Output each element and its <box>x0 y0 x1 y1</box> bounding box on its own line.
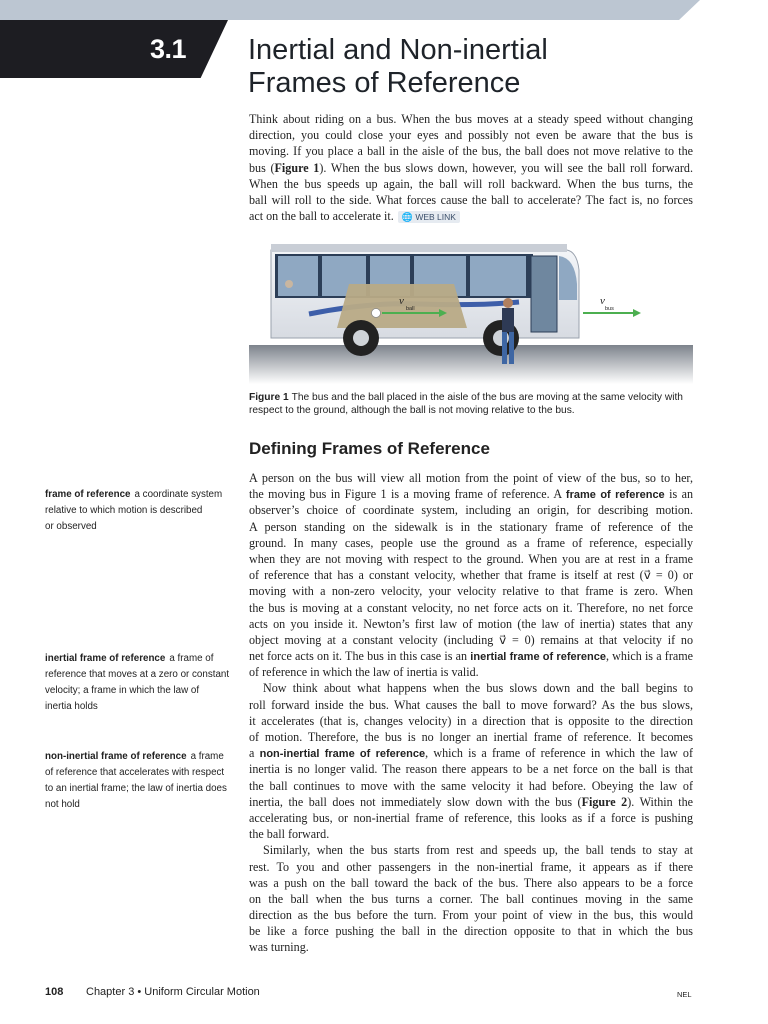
web-link-button[interactable]: 🌐 WEB LINK <box>398 211 460 223</box>
rear-passenger <box>285 280 293 288</box>
figure-caption <box>249 391 693 417</box>
text-line: net force acts on it. The bus in this case is an inertial frame of reference, which is a frame <box>249 649 693 664</box>
bus-window <box>278 256 318 296</box>
figure-reference[interactable]: Figure 1 <box>274 160 320 175</box>
section-title-line: Frames of Reference <box>248 67 521 99</box>
section-number: 3.1 <box>150 34 187 64</box>
text-line: moving. If you place a ball in the aisle of the bus, the ball does not move relative to the <box>249 144 693 159</box>
text-line: was a push on the ball toward the back of the bus. There also appears to be a force <box>249 875 693 890</box>
text-line: Similarly, when the bus starts from rest and speeds up, the ball tends to stay at <box>263 843 693 858</box>
text-line: Now think about what happens when the bus slows down and the ball begins to <box>263 681 693 696</box>
body-text <box>249 470 693 956</box>
bus-arrow-head <box>633 309 641 317</box>
text-line: accelerating bus, or non-inertial frame of reference, this looks as if a force is pushing <box>249 810 693 825</box>
text-line: Think about riding on a bus. When the bus moves at a steady speed without changing <box>249 112 693 126</box>
glossary-term: frame of reference <box>45 489 131 500</box>
text-line: direction, you could close your eyes and possibly not even be aware that the bus is <box>249 128 693 143</box>
text-line: observer’s choice of coordinate system, including an origin, for describing motion. <box>249 503 693 518</box>
ball-velocity-label: v <box>399 295 404 307</box>
section-title <box>248 34 728 100</box>
globe-icon: 🌐 <box>401 212 413 223</box>
glossary-term: non-inertial frame of reference <box>45 751 187 762</box>
text-line: of reference that has a constant velocity, whether that frame is itself at rest (v⃗ = 0) or <box>249 568 693 583</box>
passenger-leg <box>502 332 507 364</box>
text-line: inertia, the ball does not immediately slow down with the bus (Figure 2). Within the <box>249 794 693 809</box>
text-line: bus (Figure 1). When the bus slows down, however, you will see the ball roll forward. <box>249 160 693 175</box>
text-line: A person standing on the sidewalk is in the stationary frame of reference of the <box>249 519 693 534</box>
text-line: roll forward inside the bus. What causes the ball to move forward? As the bus slows, <box>249 697 693 712</box>
text-line: rest. To you and other passengers in the non-inertial frame, it appears as if there <box>249 859 693 874</box>
text-line: ground. In many cases, people use the ground as a frame of reference, especially <box>249 535 693 550</box>
road <box>249 345 693 384</box>
caption-text: The bus and the ball placed in the aisle of the bus are moving at the same velocity with <box>291 392 683 403</box>
figure-label: Figure 1 <box>249 392 289 403</box>
bus-roof <box>271 244 567 252</box>
text-line: moving with a non-zero velocity, your velocity relative to that frame is zero. When <box>249 584 693 599</box>
glossary-term: inertial frame of reference <box>45 653 166 664</box>
page-number: 108 <box>45 986 64 998</box>
text-line: the moving bus in Figure 1 is a moving frame of reference. A frame of reference is an <box>249 487 693 502</box>
text-line: act on the ball to accelerate it. 🌐 WEB LINK <box>249 208 693 224</box>
text-line: A person on the bus will view all motion from the point of view of the bus, so to her, <box>249 471 693 485</box>
bus-velocity-label: v <box>600 295 605 307</box>
text-line: inertia is no longer valid. The reason there appears to be a net force on the ball is that <box>249 762 693 777</box>
bus-door <box>531 256 557 332</box>
key-term: inertial frame of reference <box>470 651 606 664</box>
text-line: the ball continues to move with the same velocity it had before. Obeying the law of <box>249 778 693 793</box>
figure-reference[interactable]: Figure 2 <box>581 794 628 809</box>
rear-hubcap <box>353 330 369 346</box>
text-line: object moving at a constant velocity (including v⃗ = 0) remains at that velocity if no <box>249 632 693 647</box>
text-line: ball will roll to the side. What forces cause the ball to accelerate? The fact is, no forces <box>249 192 693 207</box>
text-line: When the bus speeds up again, the ball will roll backward. When the bus turns, the <box>249 176 693 191</box>
text-line: direction as the bus before the turn. From your point of view in the bus, this would <box>249 908 693 923</box>
section-title-line: Inertial and Non-inertial <box>248 34 548 66</box>
text-line: acts on you inside it. Newton’s first law of motion (the law of inertia) states that any <box>249 616 693 631</box>
passenger-torso <box>502 308 514 332</box>
text-line: on the ball when the bus turns a corner. The ball continues moving in the same <box>249 891 693 906</box>
chapter-title: Chapter 3 • Uniform Circular Motion <box>86 986 260 998</box>
publisher-mark: NEL <box>677 990 692 999</box>
glossary-entry: non-inertial frame of reference a frame of reference that accelerates with respect to an inertial frame; the law of inertia does not hold <box>45 751 227 810</box>
text-line: be like a force pushing the ball in the direction opposite to that in which the bus <box>249 924 693 939</box>
passenger-head <box>503 298 513 308</box>
key-term: non-inertial frame of reference <box>259 748 426 761</box>
glossary-entry: inertial frame of reference a frame of reference that moves at a zero or constant velocity; a frame in which the law of inertia holds <box>45 653 230 712</box>
text-line: was turning. <box>249 940 309 955</box>
passenger-leg <box>509 332 514 364</box>
caption-text: respect to the ground, although the ball is not moving relative to the bus. <box>249 405 575 416</box>
bus-velocity-subscript: bus <box>605 306 614 312</box>
text-line: of reference in which the law of inertia is valid. <box>249 665 479 680</box>
section-number-box <box>0 20 228 78</box>
text-line: the ball forward. <box>249 827 330 842</box>
figure-1-bus-illustration <box>249 240 693 384</box>
text-line: when they are not moving with respect to the ground. When you are at rest in a frame <box>249 551 693 566</box>
text-line: of motion. Therefore, the bus is no longer an inertial frame of reference. It becomes <box>249 730 693 744</box>
bus-diagram <box>249 240 693 384</box>
top-color-band <box>0 0 700 20</box>
ball <box>372 309 381 318</box>
bus-window <box>470 256 526 296</box>
section-heading: Defining Frames of Reference <box>249 439 490 458</box>
text-line: the bus is moving at a constant velocity, no net force acts on it. Therefore, no net force <box>249 600 693 615</box>
glossary-entry: frame of reference a coordinate system relative to which motion is described or observed <box>45 489 223 532</box>
intro-paragraph <box>249 111 693 224</box>
text-line: a non-inertial frame of reference, which is a frame of reference in which the law of <box>249 746 693 761</box>
ball-velocity-subscript: ball <box>406 306 415 312</box>
key-term: frame of reference <box>565 489 665 502</box>
text-line: it accelerates (that is, changes velocity) in a direction that is opposite to the direction <box>249 713 693 728</box>
